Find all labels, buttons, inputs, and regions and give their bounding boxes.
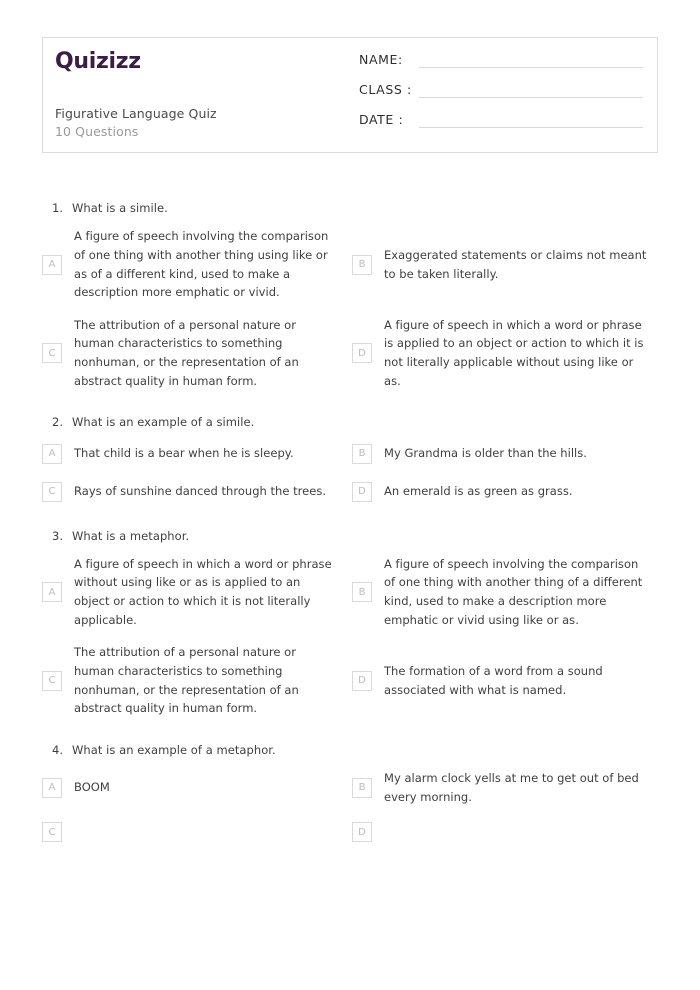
answer-option-a[interactable] [42,432,352,470]
question-header [42,742,662,759]
student-info-fields [355,38,657,152]
answer-option-a[interactable] [42,217,352,306]
date-field-row [359,112,643,128]
option-row [42,432,662,470]
class-field-row [359,82,643,98]
option-letter-box[interactable]: C [42,343,62,363]
options-grid [42,432,662,508]
option-letter-box[interactable]: C [42,482,62,502]
option-text: The attribution of a personal nature or human characteristics to something nonhuman, or the representation of an abstract quality in human form. [74,645,299,716]
question-text: What is a metaphor. [72,528,190,543]
option-letter-box[interactable]: D [352,482,372,502]
question-number: 4. [52,742,63,757]
question-spacer [42,722,662,742]
option-letter-box[interactable]: D [352,671,372,691]
question-header [42,200,662,217]
options-grid [42,217,662,394]
question-header [42,528,662,545]
option-letter-box[interactable]: A [42,255,62,275]
option-text: My Grandma is older than the hills. [384,446,587,461]
question-block [42,528,662,742]
question-number: 1. [52,201,63,215]
answer-option-c[interactable] [42,633,352,722]
option-text: Rays of sunshine danced through the trees. [74,484,327,499]
header-branding [43,38,355,152]
answer-option-b[interactable] [352,545,662,634]
option-letter-box[interactable]: B [352,255,372,275]
option-letter-box[interactable]: B [352,582,372,602]
answer-option-b[interactable] [352,217,662,306]
option-letter-box[interactable]: D [352,822,372,842]
answer-option-d[interactable] [352,633,662,722]
question-block [42,414,662,527]
option-text: A figure of speech in which a word or phrase without using like or as is applied to an object or action to which it is not literally applicable. [74,556,332,627]
option-text: My alarm clock yells at me to get out of bed every morning. [384,771,639,804]
quizizz-logo-text: Quizizz [55,49,141,74]
option-text: The attribution of a personal nature or human characteristics to something nonhuman, or the representation of an abstract quality in human form. [74,317,299,388]
option-row [42,633,662,722]
option-row [42,470,662,508]
question-header [42,414,662,431]
question-spacer [42,394,662,414]
option-letter-box[interactable]: D [352,343,372,363]
option-row [42,545,662,634]
date-field-label: DATE : [359,112,404,127]
answer-option-d[interactable] [352,306,662,395]
answer-option-b[interactable] [352,432,662,470]
class-field-label: CLASS : [359,82,412,97]
worksheet-header [42,37,658,153]
option-letter-box[interactable]: C [42,822,62,842]
option-text: An emerald is as green as grass. [384,484,573,499]
option-row [42,306,662,395]
answer-option-b[interactable] [352,759,662,810]
answer-option-c[interactable] [42,306,352,395]
answer-option-a[interactable] [42,759,352,810]
question-block [42,200,662,414]
question-text: What is an example of a metaphor. [72,742,276,757]
options-grid [42,545,662,722]
answer-option-d[interactable] [352,810,662,848]
question-count-label: 10 Questions [55,123,139,139]
option-text: Exaggerated statements or claims not meant to be taken literally. [384,247,647,281]
quiz-questions-list [42,200,662,868]
answer-option-c[interactable] [42,810,352,848]
option-row [42,217,662,306]
question-number: 2. [52,415,63,430]
answer-option-c[interactable] [42,470,352,508]
option-text: That child is a bear when he is sleepy. [74,446,294,461]
name-field-row [359,52,643,68]
option-text: A figure of speech in which a word or phrase is applied to an object or action to which it is not literally applicable without using like or as. [384,317,644,388]
options-grid [42,759,662,848]
option-text: The formation of a word from a sound associated with what is named. [384,663,603,697]
quizizz-logo [55,51,141,73]
option-row [42,810,662,848]
option-letter-box[interactable]: C [42,671,62,691]
question-text: What is a simile. [72,201,168,215]
question-text: What is an example of a simile. [72,415,255,430]
question-block [42,742,662,869]
option-letter-box[interactable]: A [42,444,62,464]
option-letter-box[interactable]: B [352,778,372,798]
question-number: 3. [52,528,63,543]
class-input-line[interactable] [419,83,643,98]
question-spacer [42,508,662,528]
name-field-label: NAME: [359,52,403,67]
answer-option-a[interactable] [42,545,352,634]
option-row [42,759,662,810]
option-text: A figure of speech involving the comparison of one thing with another thing using like or as of a different kind, used to make a description more emphatic or vivid. [74,229,329,300]
answer-option-d[interactable] [352,470,662,508]
option-letter-box[interactable]: B [352,444,372,464]
option-letter-box[interactable]: A [42,778,62,798]
option-letter-box[interactable]: A [42,582,62,602]
quiz-title: Figurative Language Quiz [55,106,217,121]
option-text: BOOM [74,780,110,795]
name-input-line[interactable] [419,53,643,68]
question-spacer [42,848,662,868]
date-input-line[interactable] [419,113,643,128]
option-text: A figure of speech involving the comparison of one thing with another thing of a different kind, used to make a description more emphatic or vivid using like or as. [384,556,643,627]
